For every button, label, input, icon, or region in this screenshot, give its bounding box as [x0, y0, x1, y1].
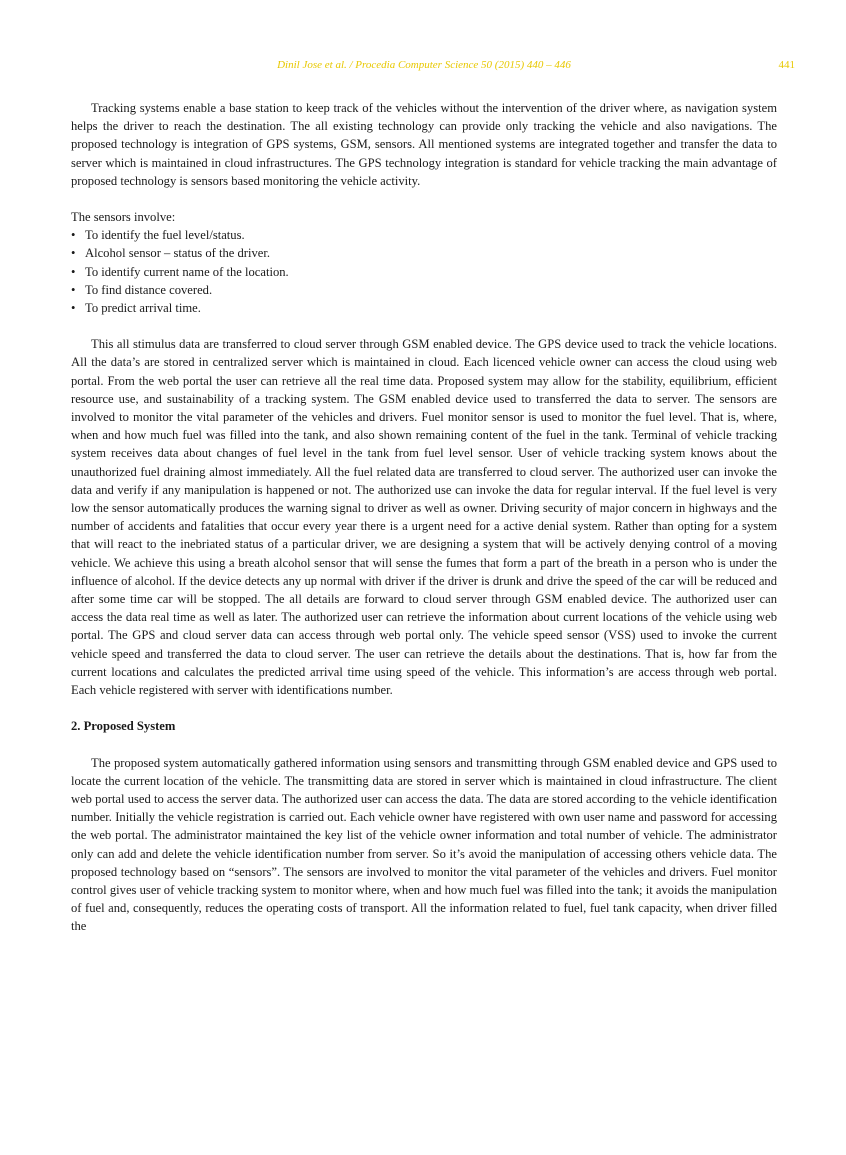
list-item	[71, 244, 777, 262]
sensors-lead: The sensors involve:	[71, 210, 176, 225]
paragraph-gap	[71, 736, 777, 754]
list-item-text: To identify the fuel level/status.	[85, 228, 245, 243]
sensors-list	[71, 226, 777, 317]
list-item-text: Alcohol sensor – status of the driver.	[85, 246, 271, 261]
bullet-icon: •	[71, 228, 76, 243]
list-item	[71, 299, 777, 317]
paper-page	[71, 56, 795, 936]
list-item-text: To find distance covered.	[85, 282, 213, 297]
bullet-icon: •	[71, 264, 76, 279]
bullet-icon: •	[71, 246, 76, 261]
list-item	[71, 226, 777, 244]
body-paragraph: This all stimulus data are transferred to cloud server through GSM enabled device. The GPS device used to track the vehicle locations. All the data’s are stored in centralized server which is maintained in cloud. Each licenced vehicle owner can access the cloud using web portal. From the web portal the user can retrieve all the real time data. Proposed system may allow for the stability, equilibrium, efficient resource use, and sustainability of a tracking system. The GSM enabled device used to transferred the data to server. The sensors are involved to monitor the vital parameter of the vehicles and drivers. Fuel monitor sensor is used to monitor the fuel level. That is, where, when and how much fuel was filled into the tank, and also shown remaining content of the fuel in the tank. Terminal of vehicle tracking system receives data about changes of fuel level in the tank from fuel level sensor. User of vehicle tracking system knows about the unauthorized fuel draining almost immediately. All the fuel related data are transferred to cloud server. The authorized user can invoke the data and verify if any manipulation is happened or not. The authorized use can invoke the data for regular interval. If the fuel level is very low the sensor automatically produces the warning signal to driver as well as owner. Driving security of major concern in highways and the number of accidents and fatalities that occur every year there is a urgent need for a active denial system. Rather than opting for a system that will react to the inebriated status of a particular driver, we are designing a system that will be actively denying control of a moving vehicle. We achieve this using a breath alcohol sensor that will sense the fumes that form a part of the breath in a person who is under the influence of alcohol. If the device detects any up normal with driver if the driver is drunk and drive the speed of the car will be reduced and after some time car will be stopped. The all details are forward to cloud server through GSM enabled device. The authorized user can access the data real time as well as later. The authorized user can retrieve the information about current locations of the vehicle using web portal. The GPS and cloud server data can access through web portal only. The vehicle speed sensor (VSS) used to invoke the current vehicle speed and transferred the data to cloud server. The user can retrieve the details about the destinations. That is, how far from the current locations and calculates the predicted arrival time using speed of the vehicle. This information’s are access through web portal. Each vehicle registered with server with identifications number.	[71, 337, 777, 698]
bullet-icon: •	[71, 282, 76, 297]
section-paragraph: The proposed system automatically gathered information using sensors and transmitting through GSM enabled device and GPS used to locate the current location of the vehicle. The transmitting data are stored in server which is maintained in cloud infrastructure. The client web portal used to access the server data. The authorized user can access the data. The data are stored according to the vehicle identification number. Initially the vehicle registration is carried out. Each vehicle owner have registered with own user name and password for accessing the web portal. The administrator maintained the key list of the vehicle owner information and total number of vehicle. The administrator only can add and delete the vehicle identification number from server. So it’s avoid the manipulation of accessing others vehicle data. The proposed technology based on “sensors”. The sensors are involved to monitor the vital parameter of the vehicles and drivers. Fuel monitor control gives user of vehicle tracking system to monitor where, when and how much fuel was filled into the tank; it avoids the manipulation of fuel and, consequently, reduces the operating costs of transport. All the information related to fuel, fuel tank capacity, when driver filled the	[71, 755, 777, 934]
section-heading: 2. Proposed System	[71, 719, 176, 734]
list-item-text: To identify current name of the location.	[85, 264, 289, 279]
intro-paragraph: Tracking systems enable a base station to keep track of the vehicles without the intervention of the driver where, as navigation system helps the driver to reach the destination. The all existing technology can provide only tracking the vehicle and also navigations. The proposed technology is integration of GPS systems, GSM, sensors. All mentioned systems are integrated together and transfer the data to server which is maintained in cloud infrastructures. The GPS technology integration is standard for vehicle tracking the main advantage of proposed technology is sensors based monitoring the vehicle activity.	[71, 101, 777, 188]
paragraph-gap	[71, 190, 777, 208]
bullet-icon: •	[71, 301, 76, 316]
list-item	[71, 263, 777, 281]
running-title: Dinil Jose et al. / Procedia Computer Science 50 (2015) 440 – 446	[277, 59, 571, 71]
paragraph-gap	[71, 699, 777, 717]
running-header	[71, 56, 795, 74]
list-item	[71, 281, 777, 299]
paragraph-gap	[71, 317, 777, 335]
list-item-text: To predict arrival time.	[85, 301, 201, 316]
page-number: 441	[778, 59, 795, 71]
